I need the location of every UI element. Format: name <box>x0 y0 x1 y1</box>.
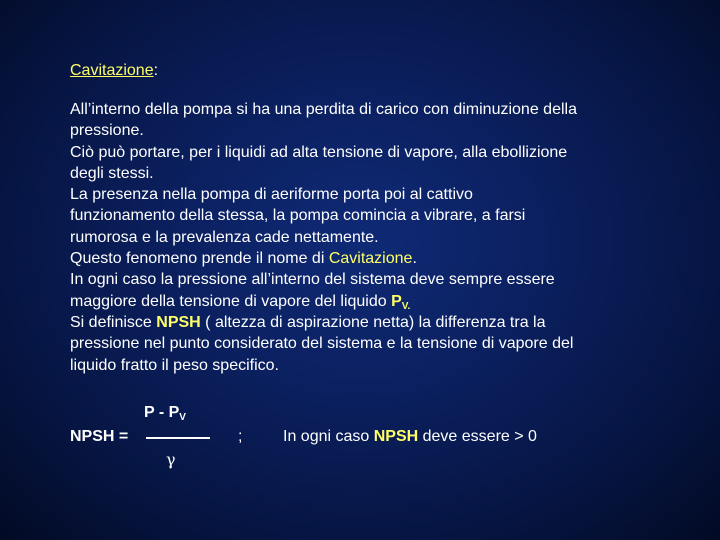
body-line-12: pressione nel punto considerato del sistema e la tensione di vapore del <box>70 335 574 353</box>
body-line-7: rumorosa e la prevalenza cade nettamente. <box>70 228 379 246</box>
body-line-1: All’interno della pompa si ha una perdita di carico con diminuzione della <box>70 101 577 118</box>
npsh-condition <box>283 428 537 446</box>
formula-label: NPSH = <box>70 428 129 445</box>
body-line-8-text: Questo fenomeno prende il nome di <box>70 250 329 268</box>
formula-separator: ; <box>238 428 243 445</box>
pv-subscript: V. <box>401 300 411 312</box>
body-line-10 <box>70 291 690 312</box>
numerator-text: P - P <box>144 404 180 421</box>
body-line-4: degli stessi. <box>70 164 154 182</box>
condition-npsh: NPSH <box>373 428 419 445</box>
body-line-8 <box>70 248 690 269</box>
title-word: Cavitazione <box>70 62 154 79</box>
formula-numerator <box>144 404 186 423</box>
body-line-8-period: . <box>412 250 417 268</box>
body-line-11-rest: ( altezza di aspirazione netta) la differenza tra la <box>200 313 546 331</box>
pv-symbol <box>391 293 410 310</box>
npsh-formula <box>70 400 670 480</box>
pv-letter: P <box>391 292 402 310</box>
condition-text: In ogni caso <box>283 428 374 445</box>
body-line-13: liquido fratto il peso specifico. <box>70 356 279 374</box>
body-line-5: La presenza nella pompa di aeriforme porta poi al cattivo <box>70 186 473 204</box>
fraction-bar <box>146 437 210 439</box>
body-line-11 <box>70 312 690 333</box>
title-colon: : <box>153 62 159 79</box>
body-line-11-text: Si definisce <box>70 313 157 331</box>
body-line-10-text: maggiore della tensione di vapore del liquido <box>70 292 392 310</box>
body-line-6: funzionamento della stessa, la pompa comincia a vibrare, a farsi <box>70 207 526 225</box>
numerator-subscript: V <box>179 412 186 423</box>
body-line-2: pressione. <box>70 122 144 140</box>
formula-denominator: γ <box>166 450 176 469</box>
cavitazione-highlight: Cavitazione <box>328 250 413 268</box>
slide-title <box>70 60 158 82</box>
slide-body <box>70 99 690 376</box>
body-line-9: In ogni caso la pressione all’interno del sistema deve sempre essere <box>70 271 555 289</box>
npsh-highlight: NPSH <box>156 313 201 331</box>
body-line-3: Ciò può portare, per i liquidi ad alta tensione di vapore, alla ebollizione <box>70 143 568 161</box>
condition-rest: deve essere > 0 <box>418 428 537 445</box>
